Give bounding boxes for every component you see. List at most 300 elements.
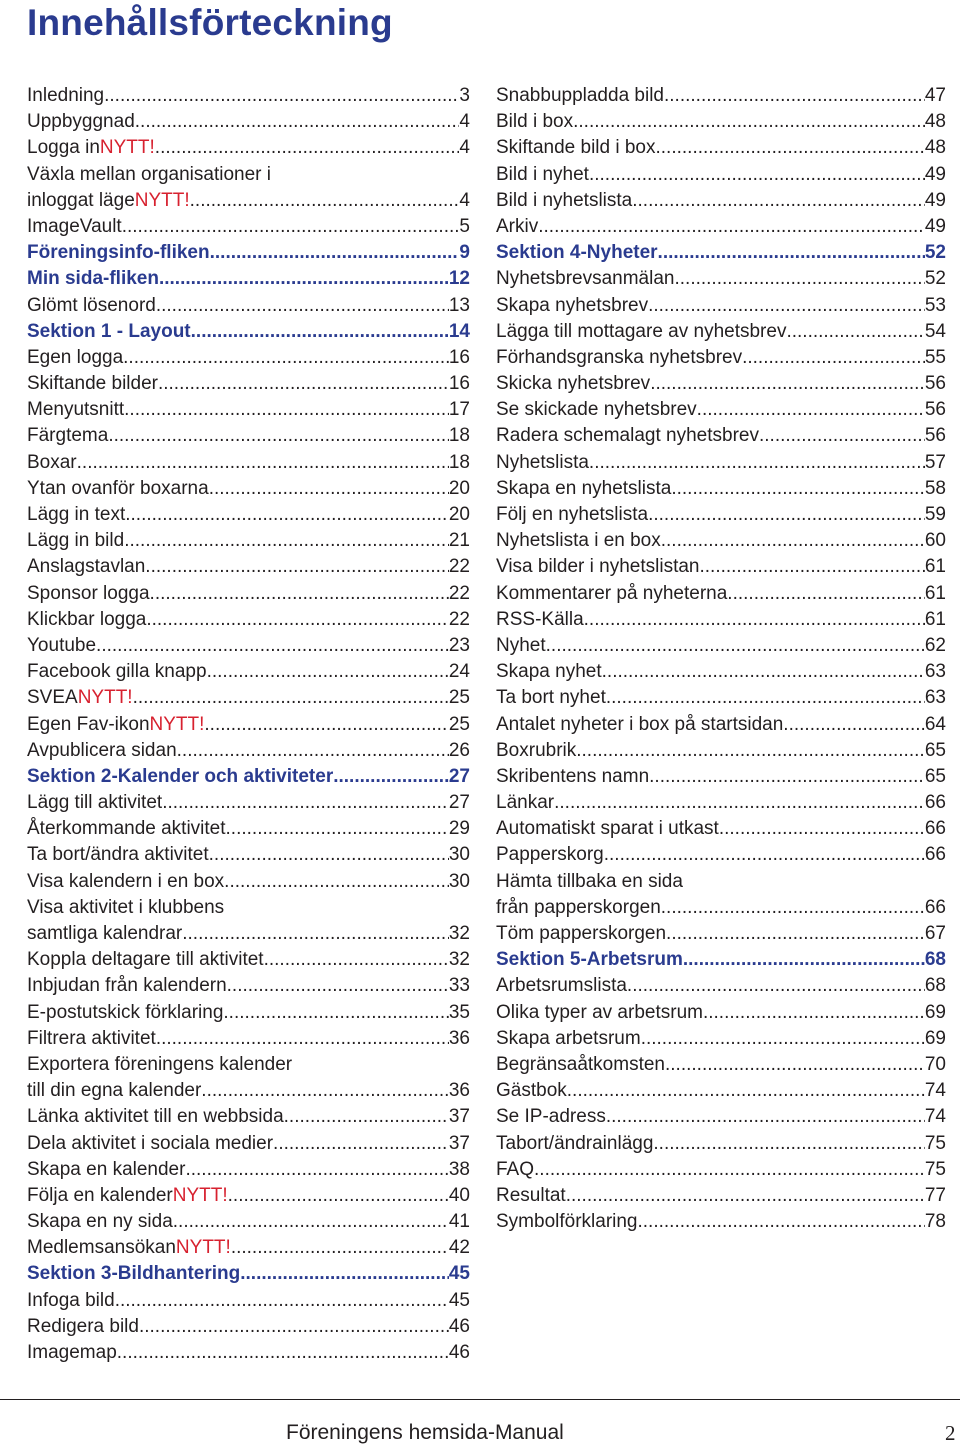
toc-entry[interactable] <box>27 109 470 135</box>
toc-entry[interactable] <box>496 921 946 947</box>
toc-entry[interactable] <box>496 869 946 895</box>
toc-entry[interactable] <box>27 842 470 868</box>
toc-section-entry[interactable] <box>27 764 470 790</box>
toc-entry[interactable] <box>496 109 946 135</box>
toc-page-number: 54 <box>924 320 946 342</box>
dot-leader <box>139 1314 449 1340</box>
toc-page-number: 30 <box>448 844 470 866</box>
dot-leader <box>650 371 925 397</box>
toc-entry[interactable] <box>27 188 470 214</box>
toc-entry-label: Lägg till aktivitet <box>27 792 163 814</box>
toc-entry[interactable] <box>27 685 470 711</box>
dot-leader <box>653 1131 924 1157</box>
toc-entry-label: Anslagstavlan <box>27 556 146 578</box>
toc-entry-label: Antalet nyheter i box på startsidan <box>496 713 784 735</box>
toc-page-number: 63 <box>924 687 946 709</box>
toc-entry-label: Papperskorg <box>496 844 604 866</box>
toc-entry[interactable] <box>496 162 946 188</box>
toc-entry-label: Tabort/ändrainlägg <box>496 1132 654 1154</box>
toc-entry[interactable] <box>27 1000 470 1026</box>
toc-entry-label: ImageVault <box>27 215 122 237</box>
toc-entry[interactable] <box>27 1235 470 1261</box>
toc-entry[interactable] <box>27 633 470 659</box>
toc-entry-label: Medlemsansökan <box>27 1237 176 1259</box>
toc-entry[interactable] <box>27 214 470 240</box>
toc-entry[interactable] <box>496 895 946 921</box>
dot-leader <box>554 790 925 816</box>
dot-leader <box>264 947 449 973</box>
toc-entry[interactable] <box>27 1131 470 1157</box>
toc-entry[interactable] <box>496 188 946 214</box>
toc-entry[interactable] <box>27 712 470 738</box>
toc-entry-label: Ytan ovanför boxarna <box>27 477 209 499</box>
toc-entry[interactable] <box>496 581 946 607</box>
toc-page-number: 66 <box>924 792 946 814</box>
toc-entry-label: Skapa nyhet <box>496 661 602 683</box>
new-badge: NYTT! <box>77 687 133 709</box>
dot-leader <box>606 1104 925 1130</box>
dot-leader <box>786 319 924 345</box>
dot-leader <box>641 1026 925 1052</box>
toc-entry[interactable] <box>496 1104 946 1130</box>
toc-entry-label: Arbetsrumslista <box>496 975 627 997</box>
toc-entry-label: Nyhet <box>496 634 546 656</box>
toc-entry[interactable] <box>496 659 946 685</box>
toc-page-number: 70 <box>924 1053 946 1075</box>
toc-entry-label: Skapa nyhetsbrev <box>496 294 649 316</box>
toc-page-number: 52 <box>924 242 946 264</box>
toc-entry-label: Följa en kalender <box>27 1184 173 1206</box>
dot-leader <box>697 397 925 423</box>
toc-page-number: 53 <box>924 294 946 316</box>
toc-page-number: 47 <box>924 85 946 106</box>
toc-entry-label: Bild i nyhetslista <box>496 189 633 211</box>
toc-page-number: 27 <box>448 792 470 814</box>
dot-leader <box>683 947 925 973</box>
dot-leader <box>150 581 449 607</box>
toc-entry[interactable] <box>27 528 470 554</box>
dot-leader <box>209 476 449 502</box>
toc-entry-label: Visa aktivitet i klubbens <box>27 896 225 918</box>
toc-entry[interactable] <box>496 842 946 868</box>
dot-leader <box>273 1131 449 1157</box>
dot-leader <box>674 266 924 292</box>
toc-page-number: 66 <box>924 896 946 918</box>
toc-entry[interactable] <box>496 1183 946 1209</box>
page-title: Innehållsförteckning <box>27 2 393 43</box>
toc-entry-label: SVEA <box>27 687 78 709</box>
toc-entry-label: Facebook gilla knapp <box>27 661 207 683</box>
toc-entry[interactable] <box>27 869 470 895</box>
dot-leader <box>666 921 925 947</box>
toc-entry-label: Boxar <box>27 451 77 473</box>
toc-page-number: 33 <box>448 975 470 997</box>
toc-entry-label: Exportera föreningens kalender <box>27 1053 293 1075</box>
toc-entry[interactable] <box>27 947 470 973</box>
toc-page-number: 37 <box>448 1106 470 1128</box>
toc-entry-label: Sektion 1 - Layout <box>27 320 191 342</box>
dot-leader <box>576 738 925 764</box>
toc-entry[interactable] <box>27 659 470 685</box>
toc-entry[interactable] <box>27 581 470 607</box>
toc-entry-label: Klickbar logga <box>27 608 147 630</box>
toc-entry[interactable] <box>496 266 946 292</box>
toc-page-number: 30 <box>448 870 470 892</box>
toc-page-number: 4 <box>459 111 470 133</box>
toc-section-entry[interactable] <box>496 240 946 266</box>
toc-page-number: 42 <box>448 1237 470 1259</box>
toc-entry-label: Färgtema <box>27 425 109 447</box>
toc-entry[interactable] <box>496 1157 946 1183</box>
toc-entry[interactable] <box>27 371 470 397</box>
toc-page-number: 58 <box>924 477 946 499</box>
toc-entry-label: Redigera bild <box>27 1315 139 1337</box>
dot-leader <box>207 659 449 685</box>
toc-entry-label: Ta bort/ändra aktivitet <box>27 844 209 866</box>
toc-page-number: 16 <box>448 346 470 368</box>
toc-entry[interactable] <box>496 1131 946 1157</box>
dot-leader <box>648 293 925 319</box>
toc-entry[interactable] <box>496 528 946 554</box>
toc-entry-label: Länkar <box>496 792 555 814</box>
toc-entry[interactable] <box>27 1288 470 1314</box>
toc-entry[interactable] <box>496 476 946 502</box>
toc-entry[interactable] <box>27 790 470 816</box>
toc-page-number: 5 <box>459 215 470 237</box>
toc-entry[interactable] <box>27 816 470 842</box>
toc-page-number: 61 <box>924 582 946 604</box>
dot-leader <box>156 293 449 319</box>
toc-entry-label: Sektion 2-Kalender och aktiviteter <box>27 765 334 787</box>
toc-page-number: 62 <box>924 634 946 656</box>
toc-entry-label: Glömt lösenord <box>27 294 156 316</box>
dot-leader <box>185 1157 448 1183</box>
toc-page-number: 27 <box>448 765 470 787</box>
toc-page-number: 65 <box>924 739 946 761</box>
toc-entry-label: Uppbyggnad <box>27 111 135 133</box>
toc-entry[interactable] <box>27 738 470 764</box>
toc-page-number: 17 <box>448 399 470 421</box>
toc-page-number: 61 <box>924 608 946 630</box>
toc-entry-label: Skicka nyhetsbrev <box>496 373 651 395</box>
toc-entry-label: Nyhetslista <box>496 451 589 473</box>
toc-section-entry[interactable] <box>27 266 470 292</box>
toc-page-number: 4 <box>459 189 470 211</box>
toc-page-number: 56 <box>924 425 946 447</box>
toc-entry[interactable] <box>27 502 470 528</box>
toc-entry-label: till din egna kalender <box>27 1080 202 1102</box>
toc-section-entry[interactable] <box>496 947 946 973</box>
dot-leader <box>104 83 459 109</box>
toc-page-number: 4 <box>459 137 470 159</box>
dot-leader <box>201 1078 449 1104</box>
toc-entry-label: Menyutsnitt <box>27 399 125 421</box>
toc-entry-label: Radera schemalagt nyhetsbrev <box>496 425 759 447</box>
dot-leader <box>573 109 925 135</box>
dot-leader <box>333 764 449 790</box>
dot-leader <box>146 607 449 633</box>
toc-page-number: 14 <box>448 320 470 342</box>
toc-entry[interactable] <box>27 1104 470 1130</box>
dot-leader <box>158 371 449 397</box>
toc-entry[interactable] <box>27 423 470 449</box>
toc-entry-label: Symbolförklaring <box>496 1211 638 1233</box>
toc-entry-label: E-postutskick förklaring <box>27 1001 224 1023</box>
toc-page-number: 49 <box>924 163 946 185</box>
toc-entry[interactable] <box>496 214 946 240</box>
toc-entry-label: Skapa en kalender <box>27 1158 186 1180</box>
dot-leader <box>224 869 449 895</box>
toc-entry[interactable] <box>496 1026 946 1052</box>
toc-entry-label: Se skickade nyhetsbrev <box>496 399 697 421</box>
toc-page-number: 18 <box>448 451 470 473</box>
toc-entry[interactable] <box>27 1340 470 1366</box>
dot-leader <box>658 240 925 266</box>
toc-right-column <box>496 83 946 1235</box>
toc-page-number: 21 <box>448 530 470 552</box>
toc-entry-label: Bild i nyhet <box>496 163 589 185</box>
toc-entry[interactable] <box>27 83 470 109</box>
toc-entry[interactable] <box>27 973 470 999</box>
dot-leader <box>204 712 448 738</box>
toc-section-entry[interactable] <box>27 1261 470 1287</box>
toc-entry[interactable] <box>496 790 946 816</box>
toc-page-number: 57 <box>924 451 946 473</box>
toc-entry[interactable] <box>27 1209 470 1235</box>
dot-leader <box>117 1340 449 1366</box>
toc-page-number: 36 <box>448 1080 470 1102</box>
toc-page-number: 56 <box>924 399 946 421</box>
toc-entry-label: Sektion 5-Arbetsrum <box>496 949 683 971</box>
new-badge: NYTT! <box>172 1184 228 1206</box>
toc-entry[interactable] <box>496 607 946 633</box>
toc-entry-label: Automatiskt sparat i utkast <box>496 818 719 840</box>
toc-page-number: 20 <box>448 477 470 499</box>
toc-entry-label: Imagemap <box>27 1342 117 1363</box>
dot-leader <box>538 214 925 240</box>
toc-entry[interactable] <box>27 476 470 502</box>
toc-page-number: 13 <box>448 294 470 316</box>
toc-entry[interactable] <box>496 293 946 319</box>
toc-entry-label: Inledning <box>27 85 105 106</box>
toc-page-number: 32 <box>448 923 470 944</box>
toc-page-number: 61 <box>924 556 946 578</box>
toc-entry[interactable] <box>496 816 946 842</box>
dot-leader <box>589 162 925 188</box>
toc-page-number: 45 <box>448 1289 470 1311</box>
dot-leader <box>210 240 460 266</box>
toc-entry[interactable] <box>27 1314 470 1340</box>
toc-page-number: 65 <box>924 765 946 787</box>
dot-leader <box>135 109 460 135</box>
toc-entry[interactable] <box>496 423 946 449</box>
toc-page-number: 55 <box>924 346 946 368</box>
toc-entry-label: Youtube <box>27 634 97 656</box>
toc-entry-label: Lägga till mottagare av nyhetsbrev <box>496 320 787 342</box>
toc-entry[interactable] <box>496 633 946 659</box>
toc-page-number: 22 <box>448 582 470 604</box>
toc-entry-label: Snabbuppladda bild <box>496 85 664 106</box>
dot-leader <box>123 345 449 371</box>
toc-entry-label: Visa kalendern i en box <box>27 870 225 892</box>
footer-divider <box>0 1399 960 1400</box>
toc-page-number: 38 <box>448 1158 470 1180</box>
toc-entry[interactable] <box>27 1183 470 1209</box>
dot-leader <box>703 1000 925 1026</box>
toc-entry[interactable] <box>27 1052 470 1078</box>
toc-entry-label: Förhandsgranska nyhetsbrev <box>496 346 743 368</box>
toc-page-number: 23 <box>448 634 470 656</box>
toc-entry-label: Gästbok <box>496 1080 567 1102</box>
toc-entry-label: Kommentarer på nyheterna <box>496 582 728 604</box>
dot-leader <box>759 423 925 449</box>
toc-entry-label: Följ en nyhetslista <box>496 504 649 525</box>
toc-page-number: 9 <box>459 242 470 264</box>
toc-entry[interactable] <box>27 1026 470 1052</box>
toc-entry[interactable] <box>496 319 946 345</box>
dot-leader <box>566 1183 925 1209</box>
toc-section-entry[interactable] <box>27 240 470 266</box>
toc-entry-label: Växla mellan organisationer i <box>27 163 271 185</box>
toc-page-number: 46 <box>448 1315 470 1337</box>
toc-entry[interactable] <box>496 1052 946 1078</box>
toc-entry-label: Ta bort nyhet <box>496 687 606 709</box>
toc-entry[interactable] <box>496 973 946 999</box>
toc-section-entry[interactable] <box>27 319 470 345</box>
dot-leader <box>783 712 925 738</box>
dot-leader <box>604 842 925 868</box>
dot-leader <box>665 1052 925 1078</box>
toc-page-number: 24 <box>448 661 470 683</box>
dot-leader <box>77 450 449 476</box>
dot-leader <box>145 554 449 580</box>
toc-entry[interactable] <box>496 554 946 580</box>
toc-entry[interactable] <box>496 135 946 161</box>
toc-page-number: 40 <box>448 1184 470 1206</box>
toc-page-number: 25 <box>448 713 470 735</box>
dot-leader <box>155 135 460 161</box>
toc-entry[interactable] <box>27 293 470 319</box>
toc-entry[interactable] <box>496 712 946 738</box>
dot-leader <box>584 607 925 633</box>
footer-page-number: 2 <box>945 1421 956 1445</box>
toc-entry-label: Filtrera aktivitet <box>27 1027 156 1049</box>
toc-page-number: 3 <box>459 85 470 106</box>
toc-page-number: 29 <box>448 818 470 840</box>
dot-leader <box>122 214 460 240</box>
toc-page-number: 52 <box>924 268 946 290</box>
toc-page-number: 20 <box>448 504 470 525</box>
toc-entry-label: Min sida-fliken <box>27 268 159 290</box>
toc-entry-label: Sektion 4-Nyheter <box>496 242 658 264</box>
dot-leader <box>606 685 925 711</box>
toc-entry[interactable] <box>496 1000 946 1026</box>
dot-leader <box>133 685 449 711</box>
toc-entry-label: Logga in <box>27 137 100 159</box>
toc-entry-label: Olika typer av arbetsrum <box>496 1001 703 1023</box>
toc-page-number: 74 <box>924 1080 946 1102</box>
toc-entry-label: Skapa en nyhetslista <box>496 477 672 499</box>
toc-entry-label: FAQ <box>496 1158 535 1180</box>
toc-entry[interactable] <box>27 345 470 371</box>
toc-entry-label: Avpublicera sidan <box>27 739 177 761</box>
toc-page-number: 16 <box>448 373 470 395</box>
toc-page-number: 68 <box>924 975 946 997</box>
dot-leader <box>182 921 449 947</box>
new-badge: NYTT! <box>175 1237 231 1259</box>
dot-leader <box>727 581 925 607</box>
toc-entry[interactable] <box>27 450 470 476</box>
toc-entry-label: Sponsor logga <box>27 582 150 604</box>
toc-page-number: 45 <box>448 1263 470 1285</box>
dot-leader <box>284 1104 449 1130</box>
footer-title: Föreningens hemsida-Manual <box>286 1421 564 1444</box>
toc-entry[interactable] <box>496 371 946 397</box>
toc-page-number: 74 <box>924 1106 946 1128</box>
toc-entry[interactable] <box>27 1078 470 1104</box>
toc-entry[interactable] <box>496 345 946 371</box>
dot-leader <box>664 83 925 109</box>
toc-page-number: 66 <box>924 818 946 840</box>
dot-leader <box>108 423 449 449</box>
toc-entry[interactable] <box>27 554 470 580</box>
toc-entry[interactable] <box>27 921 470 947</box>
dot-leader <box>156 1026 449 1052</box>
toc-entry[interactable] <box>27 607 470 633</box>
toc-entry-label: Återkommande aktivitet <box>27 818 226 840</box>
toc-entry[interactable] <box>496 502 946 528</box>
toc-entry-label: Lägg in text <box>27 504 126 525</box>
dot-leader <box>209 842 449 868</box>
toc-entry-label: Arkiv <box>496 215 539 237</box>
toc-page-number: 41 <box>448 1211 470 1233</box>
toc-page-number: 63 <box>924 661 946 683</box>
toc-entry[interactable] <box>496 1209 946 1235</box>
toc-entry[interactable] <box>496 83 946 109</box>
toc-left-column <box>27 83 470 1366</box>
toc-entry[interactable] <box>27 397 470 423</box>
new-badge: NYTT! <box>99 137 155 159</box>
toc-entry[interactable] <box>27 895 470 921</box>
toc-entry[interactable] <box>496 397 946 423</box>
toc-entry[interactable] <box>496 738 946 764</box>
toc-page-number: 49 <box>924 189 946 211</box>
dot-leader <box>567 1078 925 1104</box>
toc-entry[interactable] <box>496 450 946 476</box>
toc-entry-label: Egen logga <box>27 346 124 368</box>
toc-entry[interactable] <box>496 685 946 711</box>
toc-page-number: 48 <box>924 111 946 133</box>
toc-entry[interactable] <box>27 162 470 188</box>
toc-entry[interactable] <box>27 1157 470 1183</box>
toc-page-number: 36 <box>448 1027 470 1049</box>
toc-entry-label: Nyhetsbrevsanmälan <box>496 268 675 290</box>
toc-page-number: 26 <box>448 739 470 761</box>
toc-entry-label: Inbjudan från kalendern <box>27 975 227 997</box>
toc-entry-label: inloggat läge <box>27 189 135 211</box>
toc-entry[interactable] <box>27 135 470 161</box>
toc-entry[interactable] <box>496 764 946 790</box>
toc-page-number: 22 <box>448 556 470 578</box>
dot-leader <box>656 135 925 161</box>
toc-entry-label: Infoga bild <box>27 1289 115 1311</box>
toc-page-number: 77 <box>924 1184 946 1206</box>
toc-entry-label: Lägg in bild <box>27 530 125 552</box>
toc-entry[interactable] <box>496 1078 946 1104</box>
toc-entry-label: RSS-Källa <box>496 608 584 630</box>
toc-page-number: 69 <box>924 1001 946 1023</box>
toc-entry-label: Skiftande bild i box <box>496 137 656 159</box>
